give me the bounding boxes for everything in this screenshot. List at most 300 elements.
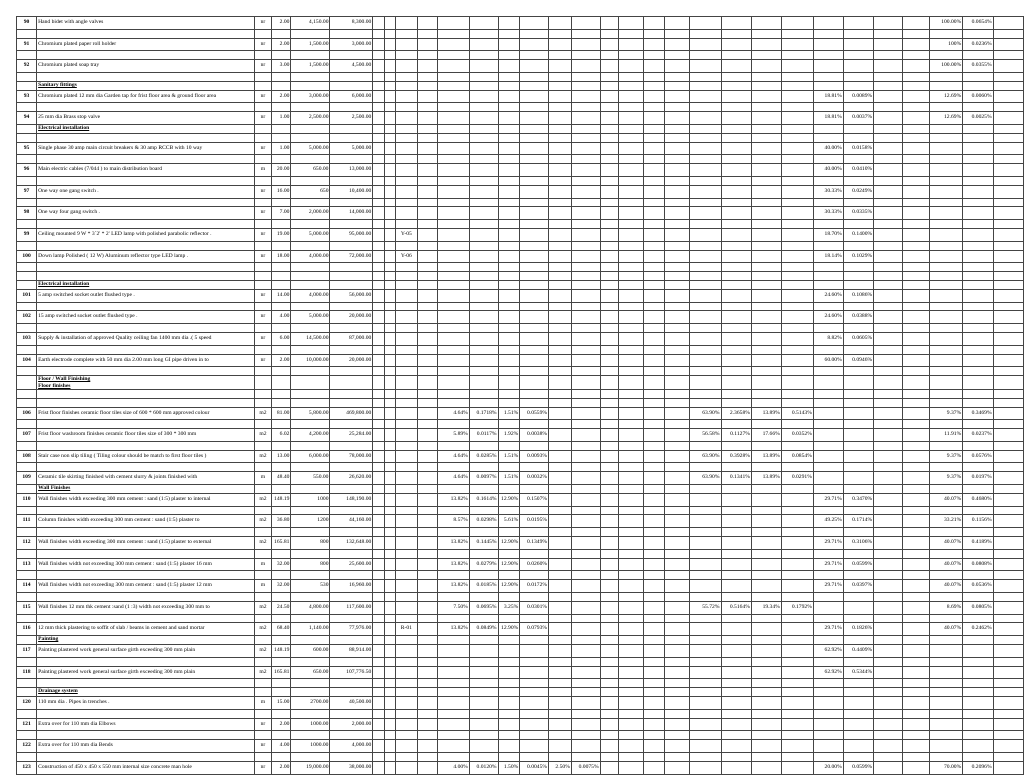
empty-cell xyxy=(600,740,619,753)
empty-cell xyxy=(902,688,929,697)
empty-cell xyxy=(395,263,417,272)
empty-cell xyxy=(291,679,330,688)
empty-cell xyxy=(571,398,600,407)
empty-cell xyxy=(438,250,470,263)
empty-cell xyxy=(385,549,395,558)
empty-cell xyxy=(438,228,470,241)
empty-cell xyxy=(438,657,470,666)
empty-cell xyxy=(571,709,600,718)
empty-cell xyxy=(689,354,721,367)
empty-cell xyxy=(600,506,619,515)
boq-item-row xyxy=(17,601,1024,614)
empty-cell xyxy=(619,90,644,103)
empty-cell xyxy=(395,753,417,762)
item-amount: 38,000.00 xyxy=(330,761,373,774)
empty-cell xyxy=(644,133,664,142)
empty-cell xyxy=(395,679,417,688)
item-quantity: 6.02 xyxy=(271,429,291,442)
boq-item-row xyxy=(17,407,1024,420)
empty-cell xyxy=(549,688,572,697)
empty-cell xyxy=(902,614,929,623)
empty-cell xyxy=(520,311,549,324)
item-number: 122 xyxy=(17,740,37,753)
empty-cell xyxy=(929,354,963,367)
empty-cell xyxy=(418,558,438,571)
empty-cell xyxy=(520,155,549,164)
empty-cell xyxy=(689,272,721,281)
empty-cell xyxy=(498,332,520,345)
item-quantity: 19.00 xyxy=(271,228,291,241)
empty-cell xyxy=(385,429,395,442)
empty-cell xyxy=(929,549,963,558)
empty-cell xyxy=(498,81,520,90)
empty-cell xyxy=(929,463,963,472)
item-rate: 10,000.00 xyxy=(291,354,330,367)
empty-cell xyxy=(600,207,619,220)
empty-cell xyxy=(549,72,572,81)
empty-cell xyxy=(751,38,781,51)
empty-cell xyxy=(438,133,470,142)
empty-cell xyxy=(993,345,1023,354)
empty-cell xyxy=(813,709,843,718)
empty-cell xyxy=(385,679,395,688)
empty-cell xyxy=(619,398,644,407)
item-amount: 4,000.00 xyxy=(330,740,373,753)
empty-cell xyxy=(549,376,572,390)
empty-cell xyxy=(571,272,600,281)
empty-cell xyxy=(600,718,619,731)
empty-cell xyxy=(751,112,781,125)
weighted-percentage-cell: 0.4409% xyxy=(843,645,873,658)
empty-cell xyxy=(874,155,903,164)
empty-cell xyxy=(813,528,843,537)
empty-cell xyxy=(721,697,751,710)
boq-item-row xyxy=(17,623,1024,636)
empty-cell xyxy=(271,441,291,450)
empty-cell xyxy=(721,90,751,103)
empty-cell xyxy=(385,228,395,241)
empty-cell xyxy=(271,324,291,333)
empty-cell xyxy=(751,17,781,30)
weighted-percentage-cell: 0.0854% xyxy=(781,450,813,463)
empty-cell xyxy=(469,485,498,494)
empty-cell xyxy=(644,709,664,718)
empty-cell xyxy=(929,311,963,324)
weighted-percentage-cell: 0.0045% xyxy=(520,761,549,774)
empty-cell xyxy=(498,103,520,112)
weighted-percentage-cell: 0.0237% xyxy=(963,429,993,442)
item-number: 93 xyxy=(17,90,37,103)
empty-cell xyxy=(571,241,600,250)
empty-cell xyxy=(395,272,417,281)
boq-item-row xyxy=(17,761,1024,774)
empty-cell xyxy=(963,142,993,155)
item-rate: 2,000.00 xyxy=(291,207,330,220)
empty-cell xyxy=(385,420,395,429)
empty-cell xyxy=(571,263,600,272)
empty-cell xyxy=(549,697,572,710)
section-heading-text: Drainage system xyxy=(38,688,78,695)
empty-cell xyxy=(291,302,330,311)
empty-cell xyxy=(993,558,1023,571)
empty-cell xyxy=(751,389,781,398)
empty-cell xyxy=(644,398,664,407)
empty-cell xyxy=(963,549,993,558)
empty-cell xyxy=(644,718,664,731)
empty-cell xyxy=(902,623,929,636)
empty-cell xyxy=(963,250,993,263)
empty-cell xyxy=(438,571,470,580)
empty-cell xyxy=(874,645,903,658)
item-rate: 600.00 xyxy=(291,645,330,658)
empty-cell xyxy=(644,51,664,60)
item-amount: 148,190.00 xyxy=(330,493,373,506)
item-description: Column finishes width exceeding 300 mm cement : sand (1:5) plaster to xyxy=(37,515,255,528)
empty-cell xyxy=(689,740,721,753)
empty-cell xyxy=(37,72,255,81)
empty-cell xyxy=(902,537,929,550)
empty-cell xyxy=(255,263,272,272)
item-quantity: 2.00 xyxy=(271,17,291,30)
empty-cell xyxy=(619,472,644,485)
empty-cell xyxy=(874,528,903,537)
empty-cell xyxy=(498,389,520,398)
empty-cell xyxy=(255,176,272,185)
empty-cell xyxy=(600,164,619,177)
item-description: Frist floor washroom finishes ceramic floor tiles size of 300 * 300 mm xyxy=(37,429,255,442)
empty-cell xyxy=(438,29,470,38)
empty-cell xyxy=(418,90,438,103)
empty-cell xyxy=(721,51,751,60)
empty-cell xyxy=(721,103,751,112)
empty-cell xyxy=(664,38,689,51)
empty-cell xyxy=(418,580,438,593)
boq-item-row xyxy=(17,697,1024,710)
empty-cell xyxy=(644,558,664,571)
weighted-percentage-cell: 0.0185% xyxy=(469,580,498,593)
item-rate: 1000.00 xyxy=(291,718,330,731)
weighted-percentage-cell: 0.1826% xyxy=(843,623,873,636)
empty-cell xyxy=(929,185,963,198)
weighted-percentage-cell: 0.1714% xyxy=(843,515,873,528)
empty-cell xyxy=(664,272,689,281)
empty-cell xyxy=(664,302,689,311)
empty-cell xyxy=(993,718,1023,731)
empty-cell xyxy=(993,407,1023,420)
empty-cell xyxy=(751,709,781,718)
empty-cell xyxy=(929,740,963,753)
empty-cell xyxy=(664,688,689,697)
item-reference: Y-05 xyxy=(395,228,417,241)
empty-cell xyxy=(993,367,1023,376)
empty-cell xyxy=(549,332,572,345)
empty-cell xyxy=(902,593,929,602)
item-unit: nr xyxy=(255,185,272,198)
empty-cell xyxy=(813,407,843,420)
blank-row xyxy=(17,241,1024,250)
empty-cell xyxy=(385,740,395,753)
item-quantity: 15.00 xyxy=(271,697,291,710)
empty-cell xyxy=(664,164,689,177)
empty-cell xyxy=(751,753,781,762)
empty-cell xyxy=(373,81,385,90)
empty-cell xyxy=(469,528,498,537)
empty-cell xyxy=(418,51,438,60)
empty-cell xyxy=(993,142,1023,155)
empty-cell xyxy=(813,429,843,442)
empty-cell xyxy=(929,718,963,731)
empty-cell xyxy=(993,493,1023,506)
section-heading-row xyxy=(17,124,1024,133)
empty-cell xyxy=(373,601,385,614)
empty-cell xyxy=(571,250,600,263)
item-reference xyxy=(395,17,417,30)
empty-cell xyxy=(689,709,721,718)
empty-cell xyxy=(929,345,963,354)
empty-cell xyxy=(664,731,689,740)
empty-cell xyxy=(843,198,873,207)
empty-cell xyxy=(330,376,373,390)
empty-cell xyxy=(963,367,993,376)
empty-cell xyxy=(373,463,385,472)
empty-cell xyxy=(37,441,255,450)
empty-cell xyxy=(751,463,781,472)
empty-cell xyxy=(385,142,395,155)
empty-cell xyxy=(902,528,929,537)
empty-cell xyxy=(843,709,873,718)
item-reference xyxy=(395,718,417,731)
empty-cell xyxy=(571,429,600,442)
empty-cell xyxy=(438,709,470,718)
empty-cell xyxy=(874,17,903,30)
empty-cell xyxy=(874,718,903,731)
empty-cell xyxy=(418,376,438,390)
empty-cell xyxy=(469,185,498,198)
empty-cell xyxy=(993,220,1023,229)
empty-cell xyxy=(644,515,664,528)
percentage-cell: 8.57% xyxy=(438,515,470,528)
empty-cell xyxy=(498,60,520,73)
empty-cell xyxy=(373,697,385,710)
empty-cell xyxy=(721,207,751,220)
weighted-percentage-cell: 0.0536% xyxy=(963,580,993,593)
empty-cell xyxy=(902,376,929,390)
empty-cell xyxy=(600,302,619,311)
empty-cell xyxy=(385,571,395,580)
empty-cell xyxy=(843,398,873,407)
empty-cell xyxy=(571,593,600,602)
empty-cell xyxy=(418,571,438,580)
empty-cell xyxy=(689,420,721,429)
empty-cell xyxy=(874,38,903,51)
empty-cell xyxy=(751,241,781,250)
empty-cell xyxy=(751,761,781,774)
empty-cell xyxy=(418,697,438,710)
empty-cell xyxy=(781,207,813,220)
empty-cell xyxy=(271,688,291,697)
empty-cell xyxy=(395,709,417,718)
empty-cell xyxy=(418,420,438,429)
empty-cell xyxy=(619,81,644,90)
empty-cell xyxy=(689,367,721,376)
empty-cell xyxy=(385,485,395,494)
empty-cell xyxy=(664,90,689,103)
empty-cell xyxy=(644,740,664,753)
empty-cell xyxy=(418,81,438,90)
weighted-percentage-cell: 0.4680% xyxy=(963,493,993,506)
empty-cell xyxy=(813,17,843,30)
empty-cell xyxy=(469,549,498,558)
empty-cell xyxy=(993,463,1023,472)
empty-cell xyxy=(395,302,417,311)
empty-cell xyxy=(664,241,689,250)
empty-cell xyxy=(291,29,330,38)
empty-cell xyxy=(664,506,689,515)
empty-cell xyxy=(469,207,498,220)
empty-cell xyxy=(373,164,385,177)
empty-cell xyxy=(874,103,903,112)
empty-cell xyxy=(993,636,1023,645)
empty-cell xyxy=(644,17,664,30)
empty-cell xyxy=(689,51,721,60)
empty-cell xyxy=(395,51,417,60)
empty-cell xyxy=(664,718,689,731)
empty-cell xyxy=(689,207,721,220)
empty-cell xyxy=(291,731,330,740)
empty-cell xyxy=(993,441,1023,450)
empty-cell xyxy=(291,220,330,229)
empty-cell xyxy=(418,17,438,30)
empty-cell xyxy=(469,289,498,302)
empty-cell xyxy=(291,367,330,376)
item-amount: 77,976.00 xyxy=(330,623,373,636)
empty-cell xyxy=(874,753,903,762)
empty-cell xyxy=(721,376,751,390)
empty-cell xyxy=(902,580,929,593)
empty-cell xyxy=(330,272,373,281)
empty-cell xyxy=(644,463,664,472)
empty-cell xyxy=(498,485,520,494)
empty-cell xyxy=(385,761,395,774)
empty-cell xyxy=(255,133,272,142)
empty-cell xyxy=(689,17,721,30)
empty-cell xyxy=(385,332,395,345)
blank-row xyxy=(17,420,1024,429)
empty-cell xyxy=(721,198,751,207)
empty-cell xyxy=(619,324,644,333)
empty-cell xyxy=(902,558,929,571)
item-quantity: 2.00 xyxy=(271,90,291,103)
empty-cell xyxy=(902,441,929,450)
item-reference xyxy=(395,207,417,220)
empty-cell xyxy=(721,398,751,407)
empty-cell xyxy=(520,60,549,73)
item-unit: m2 xyxy=(255,537,272,550)
empty-cell xyxy=(751,558,781,571)
empty-cell xyxy=(385,636,395,645)
empty-cell xyxy=(330,367,373,376)
empty-cell xyxy=(469,753,498,762)
empty-cell xyxy=(498,549,520,558)
empty-cell xyxy=(963,740,993,753)
empty-cell xyxy=(600,753,619,762)
empty-cell xyxy=(385,185,395,198)
empty-cell xyxy=(469,376,498,390)
empty-cell xyxy=(385,753,395,762)
empty-cell xyxy=(781,761,813,774)
empty-cell xyxy=(600,528,619,537)
empty-cell xyxy=(255,72,272,81)
percentage-cell: 100.00% xyxy=(929,60,963,73)
boq-spreadsheet xyxy=(16,16,1024,775)
empty-cell xyxy=(373,345,385,354)
empty-cell xyxy=(781,289,813,302)
empty-cell xyxy=(813,718,843,731)
percentage-cell: 60.00% xyxy=(813,354,843,367)
empty-cell xyxy=(520,593,549,602)
empty-cell xyxy=(571,345,600,354)
item-quantity: 4.00 xyxy=(271,311,291,324)
item-rate: 5,800.00 xyxy=(291,407,330,420)
empty-cell xyxy=(619,485,644,494)
empty-cell xyxy=(418,155,438,164)
item-description: Down lamp Polished ( 12 W) Aluminum reflector type LED lamp . xyxy=(37,250,255,263)
item-unit: m2 xyxy=(255,666,272,679)
empty-cell xyxy=(902,198,929,207)
empty-cell xyxy=(902,679,929,688)
item-amount: 44,160.00 xyxy=(330,515,373,528)
empty-cell xyxy=(874,398,903,407)
item-amount: 72,000.00 xyxy=(330,250,373,263)
empty-cell xyxy=(438,528,470,537)
empty-cell xyxy=(469,164,498,177)
empty-cell xyxy=(751,155,781,164)
empty-cell xyxy=(929,220,963,229)
empty-cell xyxy=(291,72,330,81)
empty-cell xyxy=(600,398,619,407)
empty-cell xyxy=(549,263,572,272)
empty-cell xyxy=(520,280,549,289)
boq-item-row xyxy=(17,537,1024,550)
empty-cell xyxy=(993,593,1023,602)
empty-cell xyxy=(469,103,498,112)
empty-cell xyxy=(751,228,781,241)
empty-cell xyxy=(781,549,813,558)
empty-cell xyxy=(330,571,373,580)
empty-cell xyxy=(271,29,291,38)
empty-cell xyxy=(17,280,37,289)
empty-cell xyxy=(813,367,843,376)
empty-cell xyxy=(520,90,549,103)
empty-cell xyxy=(721,60,751,73)
empty-cell xyxy=(17,688,37,697)
empty-cell xyxy=(438,614,470,623)
empty-cell xyxy=(619,679,644,688)
empty-cell xyxy=(751,29,781,38)
empty-cell xyxy=(373,185,385,198)
empty-cell xyxy=(664,207,689,220)
empty-cell xyxy=(418,250,438,263)
percentage-cell: 13.82% xyxy=(438,493,470,506)
empty-cell xyxy=(373,38,385,51)
empty-cell xyxy=(385,263,395,272)
weighted-percentage-cell: 0.0335% xyxy=(843,207,873,220)
empty-cell xyxy=(37,549,255,558)
weighted-percentage-cell: 0.3928% xyxy=(721,450,751,463)
empty-cell xyxy=(418,324,438,333)
empty-cell xyxy=(330,679,373,688)
empty-cell xyxy=(781,324,813,333)
